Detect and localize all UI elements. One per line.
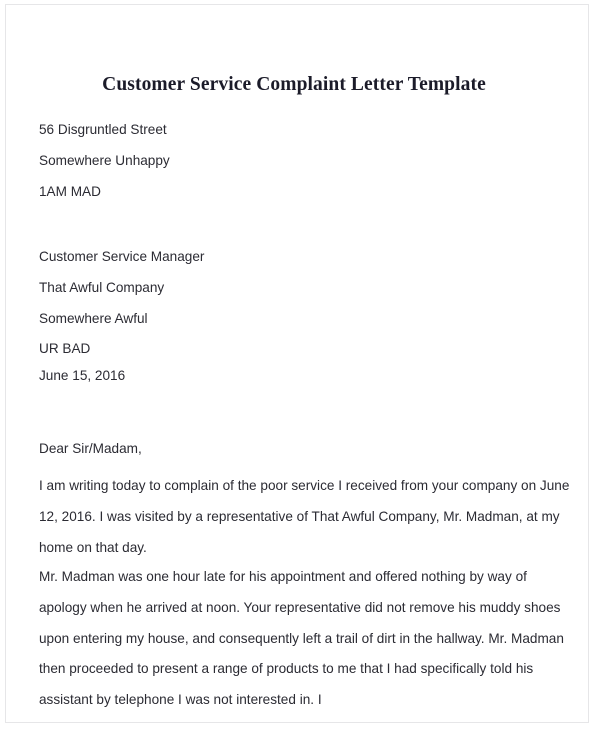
page-title: Customer Service Complaint Letter Template [102,74,486,95]
letter-content [34,5,574,722]
letter-paragraph-text: Mr. Madman was one hour late for his appointment and offered nothing by way of apology when he arrived at noon. Your representative did not remove his muddy shoes upon entering my house, and consequently left a trail of dirt in the hallway. Mr. Madman then proceeded to present a range of products to me that I had specifically told his assistant by telephone I was not interested in. I [39,569,564,708]
letter-date-text: June 15, 2016 [39,368,126,383]
recipient-address-line: That Awful Company [39,279,165,295]
recipient-address-line: Somewhere Awful [39,310,148,326]
sender-address-line: 56 Disgruntled Street [39,122,167,137]
letter-paragraph [39,471,574,563]
salutation [39,434,574,465]
letter-paragraph-text: I am writing today to complain of the poor service I received from your company on June 12, 2016. I was visited by a representative of That Awful Company, Mr. Madman, at my home on that day. [39,478,570,555]
recipient-address-block [39,242,574,365]
sender-address-line: 1AM MAD [39,183,101,199]
recipient-address-line: Customer Service Manager [39,249,205,264]
sender-address-line: Somewhere Unhappy [39,152,170,168]
letter-paragraph [39,562,574,716]
recipient-address-line: UR BAD [39,341,91,357]
letter-date [39,361,574,392]
letter-sheet [5,4,589,723]
salutation-text: Dear Sir/Madam, [39,441,142,456]
sender-address-block [39,115,574,207]
